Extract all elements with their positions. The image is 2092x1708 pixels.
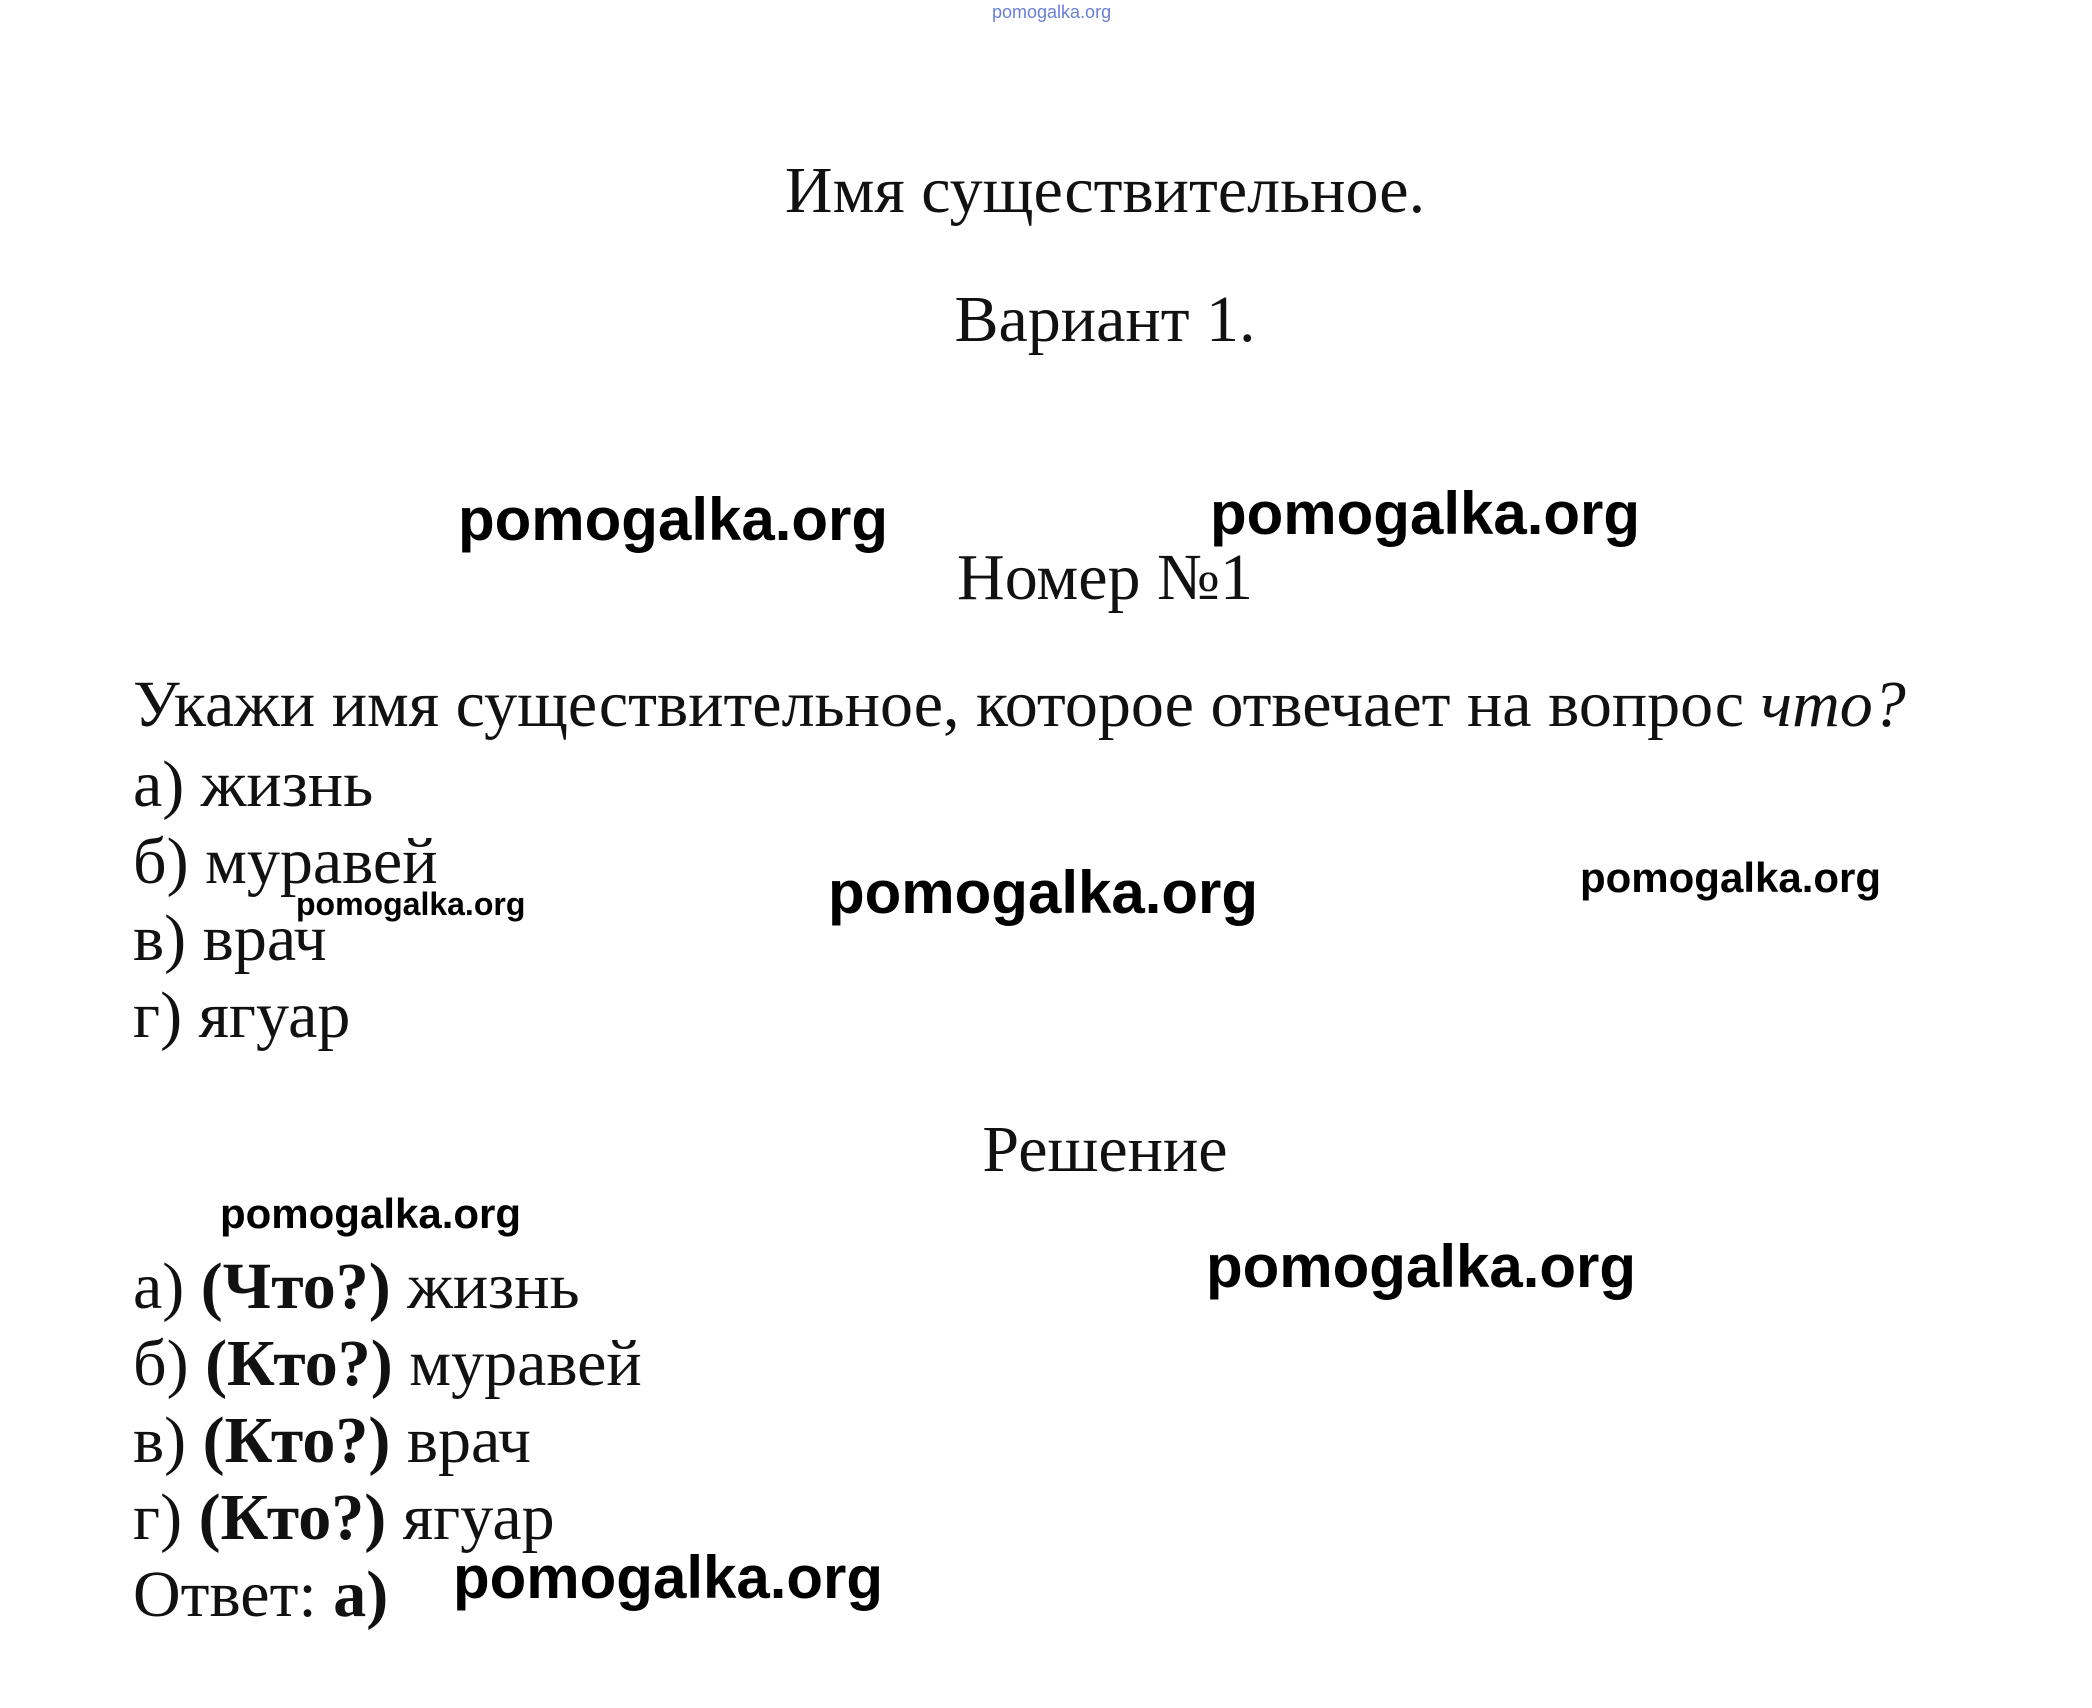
solution-word: жизнь	[407, 1250, 580, 1323]
solution-letter: а)	[133, 1250, 185, 1323]
top-watermark: pomogalka.org	[992, 2, 1112, 22]
option-letter: в)	[133, 902, 187, 975]
final-answer	[133, 1558, 389, 1631]
solution-row-b	[133, 1327, 642, 1400]
watermark: pomogalka.org	[1210, 480, 1641, 547]
option-letter: г)	[133, 979, 183, 1052]
watermark: pomogalka.org	[220, 1190, 522, 1237]
exercise-number: Номер №1	[957, 541, 1253, 614]
option-word: муравей	[205, 825, 438, 898]
watermark: pomogalka.org	[296, 886, 526, 922]
solution-row-a	[133, 1250, 580, 1323]
solution-word: врач	[406, 1404, 531, 1477]
option-letter: б)	[133, 825, 189, 898]
question-emphasis: что?	[1760, 668, 1906, 741]
option-word: жизнь	[200, 748, 374, 821]
solution-letter: б)	[133, 1327, 189, 1400]
solution-word: ягуар	[402, 1481, 555, 1554]
option-letter: а)	[133, 748, 185, 821]
answer-label: Ответ:	[133, 1558, 317, 1631]
solution-question: (Что?)	[200, 1250, 391, 1323]
solution-question: (Кто?)	[198, 1481, 387, 1554]
solution-question: (Кто?)	[205, 1327, 393, 1400]
solution-row-c	[133, 1404, 531, 1477]
watermark: pomogalka.org	[828, 859, 1259, 926]
page-title: Имя существительное.	[784, 154, 1426, 227]
watermark: pomogalka.org	[1206, 1233, 1637, 1300]
solution-question: (Кто?)	[202, 1404, 391, 1477]
option-word: врач	[202, 902, 327, 975]
watermark: pomogalka.org	[1580, 854, 1882, 901]
solution-letter: в)	[133, 1404, 187, 1477]
solution-word: муравей	[409, 1327, 642, 1400]
question-text	[133, 668, 1906, 741]
watermark: pomogalka.org	[453, 1544, 884, 1611]
variant-heading: Вариант 1.	[954, 283, 1256, 356]
solution-letter: г)	[133, 1481, 183, 1554]
option-word: ягуар	[198, 979, 351, 1052]
question-main: Укажи имя существительное, которое отвечает на вопрос	[133, 668, 1761, 741]
solution-heading: Решение	[982, 1113, 1228, 1186]
option-a	[133, 748, 374, 821]
option-d	[133, 979, 351, 1052]
solution-row-d	[133, 1481, 555, 1554]
answer-value: а)	[333, 1558, 389, 1631]
watermark: pomogalka.org	[458, 486, 889, 553]
